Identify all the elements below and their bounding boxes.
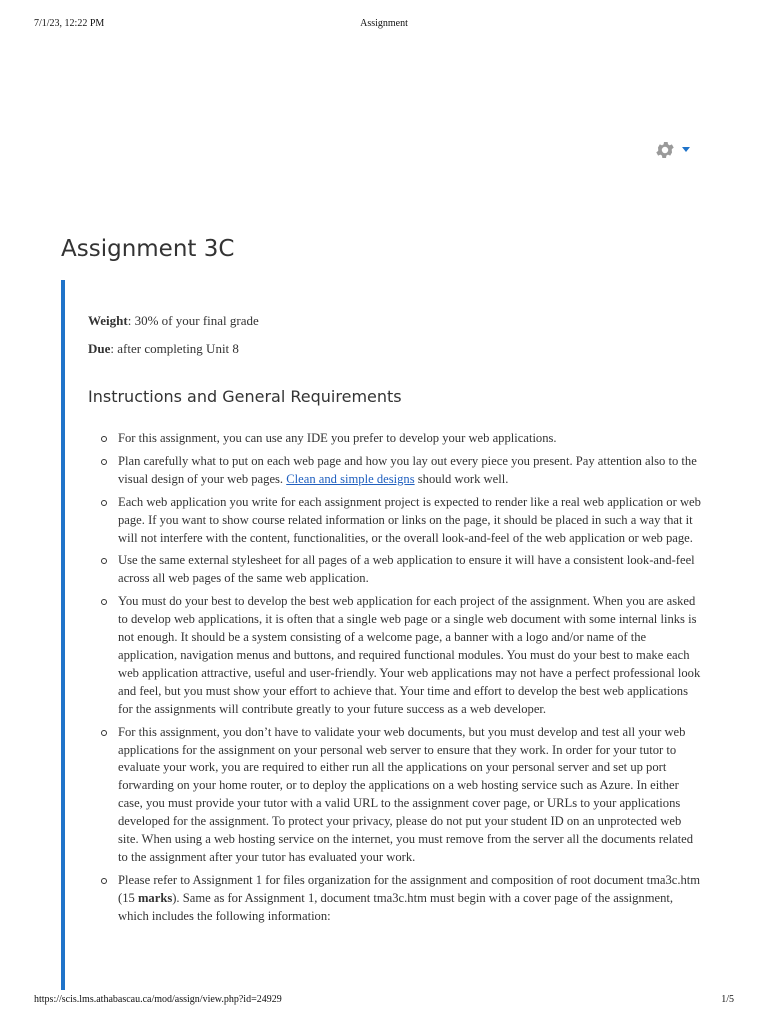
caret-down-icon [682, 147, 690, 153]
section-heading: Instructions and General Requirements [88, 387, 402, 406]
print-datetime: 7/1/23, 12:22 PM [34, 18, 105, 29]
list-item: Use the same external stylesheet for all pages of a web application to ensure it will have a consistent look-and-feel across all web pages of the same web application. [118, 552, 704, 588]
page-number: 1/5 [721, 994, 734, 1005]
assignment-intro-box [61, 280, 701, 990]
gear-icon [654, 139, 676, 161]
clean-simple-designs-link[interactable]: Clean and simple designs [286, 471, 415, 486]
print-footer [34, 994, 734, 1008]
page-title: Assignment 3C [61, 236, 235, 262]
list-item: Plan carefully what to put on each web page and how you lay out every piece you present. Pay attention also to the visual design of your web pages. Clean and simple designs should work well. [118, 453, 704, 489]
due-line [88, 341, 239, 357]
list-item: For this assignment, you can use any IDE you prefer to develop your web applications. [118, 430, 704, 448]
list-item: For this assignment, you don’t have to validate your web documents, but you must develop and test all your web applications for the assignment on your personal web server to ensure that they work. In order for your tutor to evaluate your work, you are required to either run all the applications on your personal server and set up port forwarding on your home router, or to deploy the applications on a web hosting service such as Azure. In either case, you must provide your tutor with a valid URL to the assignment cover page, or URLs to your applications developed for the assignment. To protect your privacy, please do not put your student ID on an unprotected web site. When using a web hosting service on the internet, you must remove from the server all the documents related to the assignment after your tutor has evaluated your work. [118, 724, 704, 867]
print-header [34, 18, 734, 32]
weight-value: : 30% of your final grade [127, 313, 259, 328]
list-item: Each web application you write for each assignment project is expected to render like a real web application or web page. If you want to show course related information or links on the page, it should be placed in such a way that it will not interfere with the content, functionalities, or the overall look-and-feel of the web application or web page. [118, 494, 704, 548]
requirements-list [88, 430, 704, 931]
list-item: You must do your best to develop the best web application for each project of the assignment. When you are asked to develop web applications, it is often that a single web page or a single web document with some internal links is not enough. It should be a system consisting of a welcome page, a banner with a logo and/or name of the application, navigation menus and buttons, and required functional modules. You must do your best to make each web application attractive, useful and user-friendly. Your web applications may not have a perfect professional look and feel, but you must show your effort to achieve that. Your time and effort to develop the best web applications for the assignments will contribute greatly to your future success as a web developer. [118, 593, 704, 718]
list-item: Please refer to Assignment 1 for files organization for the assignment and composition of root document tma3c.htm (15 marks). Same as for Assignment 1, document tma3c.htm must begin with a cover page of the assignment, which includes the following information: [118, 872, 704, 926]
print-url: https://scis.lms.athabascau.ca/mod/assign/view.php?id=24929 [34, 994, 282, 1005]
settings-menu-button[interactable] [654, 139, 698, 161]
marks-text: marks [137, 890, 173, 905]
print-title: Assignment [360, 18, 408, 29]
due-label: Due [88, 341, 111, 356]
due-value: : after completing Unit 8 [110, 341, 239, 356]
weight-label: Weight [88, 313, 128, 328]
weight-line [88, 313, 259, 329]
